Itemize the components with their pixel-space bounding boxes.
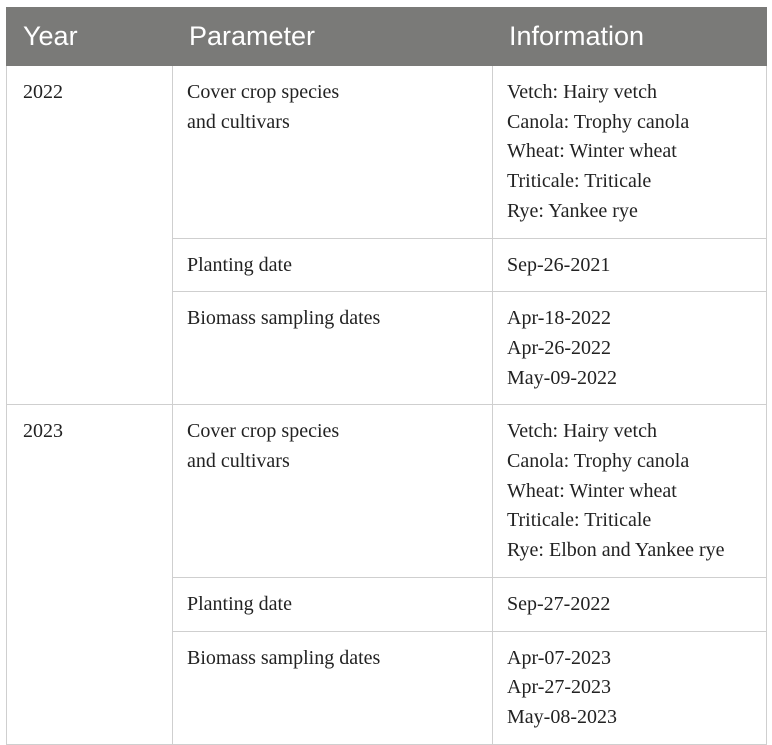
header-information: Information — [493, 8, 767, 66]
table-row — [7, 66, 767, 239]
information-line: Apr-07-2023 — [507, 646, 612, 669]
data-table — [6, 7, 767, 745]
parameter-cell — [173, 577, 493, 631]
information-line: Rye: Yankee rye — [507, 199, 638, 222]
header-row — [7, 8, 767, 66]
parameter-line: Planting date — [187, 253, 292, 276]
information-line: Rye: Elbon and Yankee rye — [507, 539, 725, 562]
information-cell — [493, 238, 767, 292]
parameter-line: Cover crop species — [187, 420, 340, 443]
parameter-cell — [173, 631, 493, 744]
information-line: Apr-18-2022 — [507, 307, 612, 330]
year-cell: 2023 — [7, 405, 173, 744]
parameter-line: Biomass sampling dates — [187, 307, 381, 330]
information-line: Canola: Trophy canola — [507, 110, 690, 133]
parameter-line: and cultivars — [187, 110, 290, 133]
information-line: May-08-2023 — [507, 705, 617, 728]
information-line: Sep-26-2021 — [507, 253, 611, 276]
parameter-line: Cover crop species — [187, 81, 340, 103]
information-cell — [493, 631, 767, 744]
parameter-cell — [173, 66, 493, 239]
header-year: Year — [7, 8, 173, 66]
parameter-line: Planting date — [187, 592, 292, 615]
information-line: Vetch: Hairy vetch — [507, 420, 657, 443]
information-cell — [493, 292, 767, 405]
table-header — [7, 8, 767, 66]
parameter-cell — [173, 405, 493, 578]
information-line: Triticale: Triticale — [507, 170, 652, 193]
information-line: Triticale: Triticale — [507, 509, 652, 532]
header-parameter: Parameter — [173, 8, 493, 66]
information-cell — [493, 577, 767, 631]
information-cell — [493, 66, 767, 239]
table-row — [7, 405, 767, 578]
information-line: Wheat: Winter wheat — [507, 479, 677, 502]
year-cell: 2022 — [7, 66, 173, 405]
information-line: Vetch: Hairy vetch — [507, 81, 657, 103]
parameter-cell — [173, 292, 493, 405]
parameter-line: Biomass sampling dates — [187, 646, 381, 669]
information-line: Wheat: Winter wheat — [507, 140, 677, 163]
information-line: May-09-2022 — [507, 366, 617, 389]
information-cell — [493, 405, 767, 578]
table-body — [7, 66, 767, 745]
parameter-cell — [173, 238, 493, 292]
parameter-line: and cultivars — [187, 450, 290, 473]
information-line: Canola: Trophy canola — [507, 450, 690, 473]
information-line: Apr-27-2023 — [507, 676, 612, 699]
information-line: Sep-27-2022 — [507, 592, 611, 615]
information-line: Apr-26-2022 — [507, 336, 612, 359]
